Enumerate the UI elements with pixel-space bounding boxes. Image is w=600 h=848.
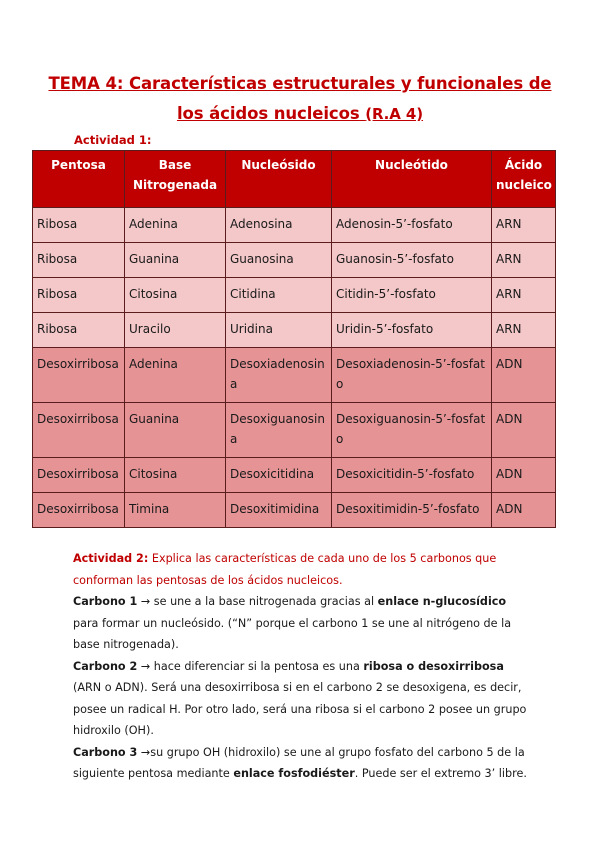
header-nucleosido: Nucleósido [226, 151, 332, 208]
cell-acido: ARN [492, 278, 556, 313]
cell-acido: ARN [492, 208, 556, 243]
carbono-3-bold-term: enlace fosfodiéster [233, 767, 355, 780]
cell-base: Adenina [125, 208, 226, 243]
cell-nucleotido: Desoxiadenosin-5’-fosfato [332, 348, 492, 403]
cell-pentosa: Desoxirribosa [33, 458, 125, 493]
carbono-2-bold-term: ribosa o desoxirribosa [363, 659, 504, 673]
carbono-3-paragraph [73, 742, 533, 785]
header-nucleotido: Nucleótido [332, 151, 492, 208]
table-row [33, 403, 556, 458]
carbono-2-paragraph [73, 656, 533, 742]
document-title-line-2 [40, 104, 560, 123]
table-row [33, 348, 556, 403]
cell-acido: ADN [492, 458, 556, 493]
cell-nucleosido: Desoxitimidina [226, 493, 332, 528]
cell-nucleosido: Guanosina [226, 243, 332, 278]
cell-pentosa: Ribosa [33, 278, 125, 313]
table-row [33, 208, 556, 243]
cell-pentosa: Ribosa [33, 313, 125, 348]
carbono-2-label: Carbono 2 [73, 659, 138, 673]
cell-nucleosido: Uridina [226, 313, 332, 348]
cell-pentosa: Ribosa [33, 208, 125, 243]
cell-nucleotido: Desoxiguanosin-5’-fosfato [332, 403, 492, 458]
cell-nucleotido: Desoxicitidin-5’-fosfato [332, 458, 492, 493]
cell-pentosa: Desoxirribosa [33, 348, 125, 403]
cell-nucleosido: Citidina [226, 278, 332, 313]
carbono-1-bold-term: enlace n-glucosídico [377, 595, 507, 608]
cell-nucleotido: Guanosin-5’-fosfato [332, 243, 492, 278]
cell-acido: ARN [492, 313, 556, 348]
carbono-2-text-2: (ARN o ADN). Será una desoxirribosa si en el carbono 2 se desoxigena, es decir, posee un radical H. Por otro lado, será una ribosa si el carbono 2 posee un grupo hidroxilo (OH). [73, 681, 527, 737]
cell-base: Adenina [125, 348, 226, 403]
cell-base: Guanina [125, 403, 226, 458]
carbono-1-label: Carbono 1 [73, 595, 138, 608]
table-row [33, 458, 556, 493]
table-row [33, 493, 556, 528]
carbono-2-text: → hace diferenciar si la pentosa es una [137, 659, 364, 673]
cell-nucleosido: Desoxiadenosina [226, 348, 332, 403]
cell-base: Timina [125, 493, 226, 528]
document-title-line-1: TEMA 4: Características estructurales y funcionales de [48, 74, 552, 93]
table-header-row [33, 151, 556, 208]
cell-base: Citosina [125, 278, 226, 313]
cell-nucleosido: Adenosina [226, 208, 332, 243]
actividad-2-section [73, 548, 533, 785]
actividad-2-prompt [73, 548, 533, 591]
carbono-3-text-2: . Puede ser el extremo 3’ libre. [354, 767, 527, 780]
table-row [33, 313, 556, 348]
title-ra-code: (R.A 4) [365, 105, 424, 123]
cell-pentosa: Desoxirribosa [33, 403, 125, 458]
header-acido-nucleico: Ácido nucleico [492, 151, 556, 208]
cell-nucleosido: Desoxicitidina [226, 458, 332, 493]
actividad-2-label: Actividad 2: [73, 552, 149, 565]
cell-acido: ADN [492, 493, 556, 528]
header-base-nitrogenada: Base Nitrogenada [125, 151, 226, 208]
cell-pentosa: Ribosa [33, 243, 125, 278]
cell-base: Uracilo [125, 313, 226, 348]
cell-pentosa: Desoxirribosa [33, 493, 125, 528]
cell-acido: ADN [492, 348, 556, 403]
actividad-1-heading: Actividad 1: [74, 133, 152, 147]
cell-acido: ARN [492, 243, 556, 278]
cell-base: Guanina [125, 243, 226, 278]
nucleotide-table [32, 150, 556, 528]
carbono-1-text: → se une a la base nitrogenada gracias al [137, 595, 378, 608]
table-row [33, 243, 556, 278]
carbono-3-text: →su grupo OH (hidroxilo) se une al grupo fosfato del carbono 5 de la siguiente pentosa mediante [73, 745, 525, 780]
cell-nucleotido: Desoxitimidin-5’-fosfato [332, 493, 492, 528]
carbono-3-label: Carbono 3 [73, 745, 138, 759]
title-text: los ácidos nucleicos [176, 104, 360, 123]
cell-nucleotido: Citidin-5’-fosfato [332, 278, 492, 313]
actividad-2-question: Explica las características de cada uno de los 5 carbonos que conforman las pentosas de los ácidos nucleicos. [73, 552, 497, 587]
cell-nucleosido: Desoxiguanosina [226, 403, 332, 458]
cell-base: Citosina [125, 458, 226, 493]
cell-acido: ADN [492, 403, 556, 458]
carbono-1-text-2: para formar un nucleósido. (“N” porque el carbono 1 se une al nitrógeno de la base nitrogenada). [73, 616, 512, 651]
carbono-1-paragraph [73, 591, 533, 656]
cell-nucleotido: Adenosin-5’-fosfato [332, 208, 492, 243]
header-pentosa: Pentosa [33, 151, 125, 208]
cell-nucleotido: Uridin-5’-fosfato [332, 313, 492, 348]
table-row [33, 278, 556, 313]
